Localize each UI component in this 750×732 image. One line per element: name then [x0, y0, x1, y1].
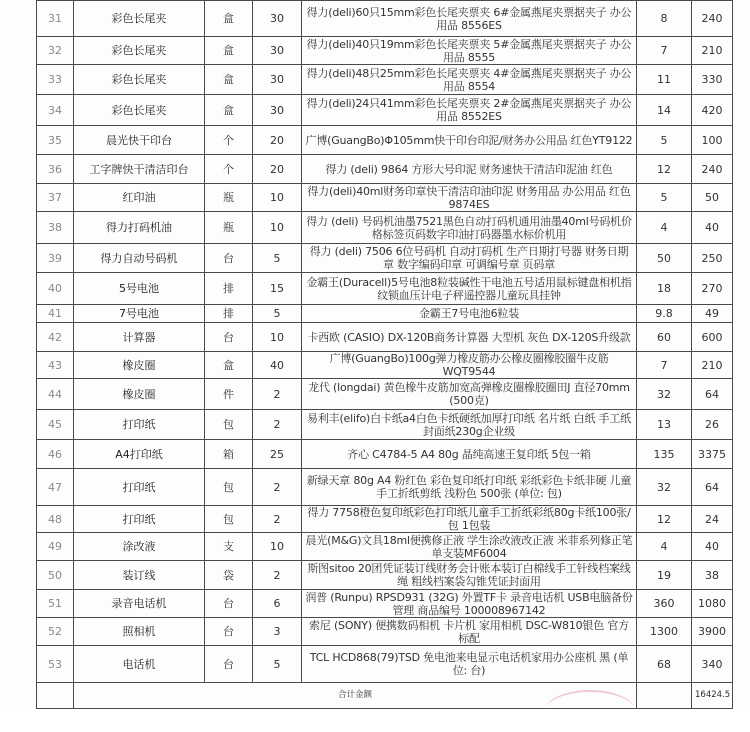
item-description: 金霸王(Duracell)5号电池8粒装碱性干电池五号适用鼠标键盘相机指纹锁血压计电子秤遥控器儿童玩具挂钟 — [302, 273, 637, 305]
item-unit-price: 18 — [637, 273, 692, 305]
row-index: 32 — [37, 37, 74, 65]
item-quantity: 2 — [253, 561, 302, 590]
table-row — [37, 506, 733, 533]
item-unit-price: 4 — [637, 533, 692, 561]
row-index: 39 — [37, 244, 74, 273]
item-name: 得力自动号码机 — [74, 244, 205, 273]
row-index: 47 — [37, 469, 74, 506]
row-index: 35 — [37, 126, 74, 155]
table-row — [37, 469, 733, 506]
item-quantity: 30 — [253, 1, 302, 37]
item-unit-price: 5 — [637, 184, 692, 212]
row-index: 38 — [37, 212, 74, 244]
item-name: 工字牌快干清洁印台 — [74, 155, 205, 184]
row-index: 51 — [37, 590, 74, 618]
row-index: 52 — [37, 618, 74, 646]
item-unit: 个 — [205, 126, 253, 155]
item-name: 涂改液 — [74, 533, 205, 561]
row-index: 33 — [37, 65, 74, 95]
item-description: 广博(GuangBo)Φ105mm快干印台印泥/财务办公用品 红色YT9122 — [302, 126, 637, 155]
table-row — [37, 561, 733, 590]
item-name: 彩色长尾夹 — [74, 65, 205, 95]
item-unit-price: 32 — [637, 379, 692, 410]
item-amount: 26 — [692, 410, 733, 440]
total-value: 16424.5 — [692, 683, 733, 709]
item-name: 橡皮圈 — [74, 379, 205, 410]
item-unit-price: 19 — [637, 561, 692, 590]
table-row — [37, 533, 733, 561]
item-quantity: 10 — [253, 323, 302, 352]
item-unit-price: 5 — [637, 126, 692, 155]
item-unit: 台 — [205, 646, 253, 683]
row-index: 48 — [37, 506, 74, 533]
table-row — [37, 618, 733, 646]
item-description: 新绿天章 80g A4 粉红色 彩色复印纸打印纸 彩纸彩色卡纸非硬 儿童手工折纸剪纸 浅粉色 500张 (单位: 包) — [302, 469, 637, 506]
item-description: 得力 (deli) 7506 6位号码机 自动打码机 生产日期打号器 财务日期章 数字编码印章 可调编号章 页码章 — [302, 244, 637, 273]
item-unit: 排 — [205, 305, 253, 323]
item-name: 电话机 — [74, 646, 205, 683]
item-unit-price: 7 — [637, 37, 692, 65]
table-row — [37, 155, 733, 184]
table-row — [37, 323, 733, 352]
row-index: 46 — [37, 440, 74, 469]
row-index: 45 — [37, 410, 74, 440]
item-quantity: 2 — [253, 410, 302, 440]
table-row — [37, 440, 733, 469]
table-row — [37, 95, 733, 126]
item-unit: 盒 — [205, 95, 253, 126]
item-quantity: 5 — [253, 305, 302, 323]
item-name: 打印纸 — [74, 506, 205, 533]
item-name: 装订线 — [74, 561, 205, 590]
item-description: 得力 7758橙色复印纸彩色打印纸儿童手工折纸彩纸80g卡纸100张/包 1包装 — [302, 506, 637, 533]
item-quantity: 30 — [253, 37, 302, 65]
item-unit-price: 7 — [637, 352, 692, 379]
item-quantity: 5 — [253, 646, 302, 683]
row-index: 44 — [37, 379, 74, 410]
item-amount: 50 — [692, 184, 733, 212]
item-unit: 台 — [205, 323, 253, 352]
item-unit: 盒 — [205, 37, 253, 65]
item-unit: 包 — [205, 410, 253, 440]
item-unit: 台 — [205, 244, 253, 273]
table-row — [37, 1, 733, 37]
item-description: 得力(deli)48只25mm彩色长尾夹票夹 4#金属燕尾夹票据夹子 办公用品 8554 — [302, 65, 637, 95]
item-description: 晨光(M&G)文具18ml便携修正液 学生涂改液改正液 米菲系列修正笔 单支装MF6004 — [302, 533, 637, 561]
item-description: 得力 (deli) 号码机油墨7521黑色自动打码机通用油墨40ml号码机价格标签页码数字印油打码器墨水标价机用 — [302, 212, 637, 244]
item-quantity: 2 — [253, 469, 302, 506]
table-row — [37, 646, 733, 683]
item-description: 齐心 C4784-5 A4 80g 晶纯高速王复印纸 5包一箱 — [302, 440, 637, 469]
item-quantity: 20 — [253, 155, 302, 184]
red-stamp-mark — [545, 690, 635, 732]
table-row — [37, 212, 733, 244]
item-unit: 瓶 — [205, 212, 253, 244]
item-amount: 210 — [692, 352, 733, 379]
row-index: 36 — [37, 155, 74, 184]
item-unit-price: 12 — [637, 506, 692, 533]
item-description: 索尼 (SONY) 便携数码相机 卡片机 家用相机 DSC-W810银色 官方标配 — [302, 618, 637, 646]
item-quantity: 5 — [253, 244, 302, 273]
row-index: 41 — [37, 305, 74, 323]
item-name: 5号电池 — [74, 273, 205, 305]
item-amount: 270 — [692, 273, 733, 305]
item-amount: 600 — [692, 323, 733, 352]
item-quantity: 3 — [253, 618, 302, 646]
row-index: 49 — [37, 533, 74, 561]
item-unit: 支 — [205, 533, 253, 561]
item-description: 得力(deli)24只41mm彩色长尾夹票夹 2#金属燕尾夹票据夹子 办公用品 8552ES — [302, 95, 637, 126]
item-description: 得力(deli)40只19mm彩色长尾夹票夹 5#金属燕尾夹票据夹子 办公用品 8555 — [302, 37, 637, 65]
row-index: 37 — [37, 184, 74, 212]
item-description: 得力 (deli) 9864 方形大号印泥 财务速快干清洁印泥油 红色 — [302, 155, 637, 184]
item-name: 打印纸 — [74, 469, 205, 506]
item-unit-price: 32 — [637, 469, 692, 506]
item-unit-price: 14 — [637, 95, 692, 126]
item-unit: 盒 — [205, 352, 253, 379]
item-quantity: 10 — [253, 184, 302, 212]
item-unit-price: 68 — [637, 646, 692, 683]
item-unit: 台 — [205, 618, 253, 646]
item-amount: 38 — [692, 561, 733, 590]
row-index: 34 — [37, 95, 74, 126]
table-row — [37, 273, 733, 305]
item-name: A4打印纸 — [74, 440, 205, 469]
item-amount: 330 — [692, 65, 733, 95]
table-row — [37, 379, 733, 410]
item-unit-price: 12 — [637, 155, 692, 184]
item-unit: 包 — [205, 469, 253, 506]
purchase-list-table — [36, 0, 733, 709]
item-amount: 100 — [692, 126, 733, 155]
item-amount: 340 — [692, 646, 733, 683]
table-row — [37, 410, 733, 440]
item-description: 广博(GuangBo)100g弹力橡皮筋办公橡皮圈橡胶圈牛皮筋WQT9544 — [302, 352, 637, 379]
total-label: 合计金额 — [74, 683, 637, 709]
item-unit: 包 — [205, 506, 253, 533]
item-unit-price: 50 — [637, 244, 692, 273]
item-unit-price: 1300 — [637, 618, 692, 646]
table-row — [37, 352, 733, 379]
item-name: 晨光快干印台 — [74, 126, 205, 155]
item-unit: 盒 — [205, 1, 253, 37]
item-description: TCL HCD868(79)TSD 免电池来电显示电话机家用办公座机 黑 (单位: 台) — [302, 646, 637, 683]
item-amount: 40 — [692, 533, 733, 561]
item-unit-price: 60 — [637, 323, 692, 352]
item-amount: 40 — [692, 212, 733, 244]
item-description: 斯图sitoo 20团凭证装订线财务会计账本装订白棉线手工针线档案线绳 粗线档案袋勾锥凭证封面用 — [302, 561, 637, 590]
row-index: 31 — [37, 1, 74, 37]
row-index: 42 — [37, 323, 74, 352]
row-index: 53 — [37, 646, 74, 683]
item-amount: 420 — [692, 95, 733, 126]
item-unit: 排 — [205, 273, 253, 305]
table-body — [37, 1, 733, 709]
item-description: 金霸王7号电池6粒装 — [302, 305, 637, 323]
item-unit: 瓶 — [205, 184, 253, 212]
item-quantity: 40 — [253, 352, 302, 379]
item-name: 7号电池 — [74, 305, 205, 323]
item-quantity: 10 — [253, 212, 302, 244]
item-unit-price: 135 — [637, 440, 692, 469]
item-quantity: 20 — [253, 126, 302, 155]
item-amount: 240 — [692, 155, 733, 184]
item-description: 得力(deli)60只15mm彩色长尾夹票夹 6#金属燕尾夹票据夹子 办公用品 8556ES — [302, 1, 637, 37]
item-description: 易利丰(elifo)白卡纸a4白色卡纸硬纸加厚打印纸 名片纸 白纸 手工纸 封面纸230g企业级 — [302, 410, 637, 440]
item-name: 计算器 — [74, 323, 205, 352]
item-unit: 盒 — [205, 65, 253, 95]
item-amount: 24 — [692, 506, 733, 533]
table-row — [37, 305, 733, 323]
item-unit-price: 360 — [637, 590, 692, 618]
item-name: 打印纸 — [74, 410, 205, 440]
item-amount: 210 — [692, 37, 733, 65]
item-name: 红印油 — [74, 184, 205, 212]
item-name: 照相机 — [74, 618, 205, 646]
item-name: 录音电话机 — [74, 590, 205, 618]
table-row — [37, 65, 733, 95]
item-quantity: 15 — [253, 273, 302, 305]
row-index: 43 — [37, 352, 74, 379]
item-unit-price: 11 — [637, 65, 692, 95]
table-row — [37, 184, 733, 212]
item-description: 得力(deli)40ml财务印章快干清洁印油印泥 财务用品 办公用品 红色9874ES — [302, 184, 637, 212]
item-name: 彩色长尾夹 — [74, 95, 205, 126]
item-description: 卡西欧 (CASIO) DX-120B商务计算器 大型机 灰色 DX-120S升级款 — [302, 323, 637, 352]
table-row — [37, 244, 733, 273]
item-description: 润普 (Runpu) RPSD931 (32G) 外置TF卡 录音电话机 USB电脑备份管理 商品编号 100008967142 — [302, 590, 637, 618]
item-unit: 箱 — [205, 440, 253, 469]
item-description: 龙代 (longdai) 黄色橡牛皮筋加宽高弹橡皮圈橡胶圈田J 直径70mm (500克) — [302, 379, 637, 410]
item-amount: 3900 — [692, 618, 733, 646]
row-index: 40 — [37, 273, 74, 305]
row-index: 50 — [37, 561, 74, 590]
table-row — [37, 126, 733, 155]
item-quantity: 30 — [253, 95, 302, 126]
item-amount: 240 — [692, 1, 733, 37]
item-unit: 个 — [205, 155, 253, 184]
item-amount: 64 — [692, 469, 733, 506]
item-unit: 台 — [205, 590, 253, 618]
item-unit: 件 — [205, 379, 253, 410]
item-unit-price: 9.8 — [637, 305, 692, 323]
item-name: 彩色长尾夹 — [74, 1, 205, 37]
item-quantity: 2 — [253, 506, 302, 533]
table-row — [37, 590, 733, 618]
item-amount: 3375 — [692, 440, 733, 469]
item-quantity: 6 — [253, 590, 302, 618]
table-row — [37, 37, 733, 65]
item-quantity: 10 — [253, 533, 302, 561]
item-quantity: 2 — [253, 379, 302, 410]
item-quantity: 30 — [253, 65, 302, 95]
item-name: 彩色长尾夹 — [74, 37, 205, 65]
item-amount: 1080 — [692, 590, 733, 618]
item-unit-price: 4 — [637, 212, 692, 244]
item-unit-price: 13 — [637, 410, 692, 440]
item-amount: 250 — [692, 244, 733, 273]
item-quantity: 25 — [253, 440, 302, 469]
item-amount: 49 — [692, 305, 733, 323]
item-name: 得力打码机油 — [74, 212, 205, 244]
item-unit: 袋 — [205, 561, 253, 590]
item-name: 橡皮圈 — [74, 352, 205, 379]
item-unit-price: 8 — [637, 1, 692, 37]
item-amount: 64 — [692, 379, 733, 410]
